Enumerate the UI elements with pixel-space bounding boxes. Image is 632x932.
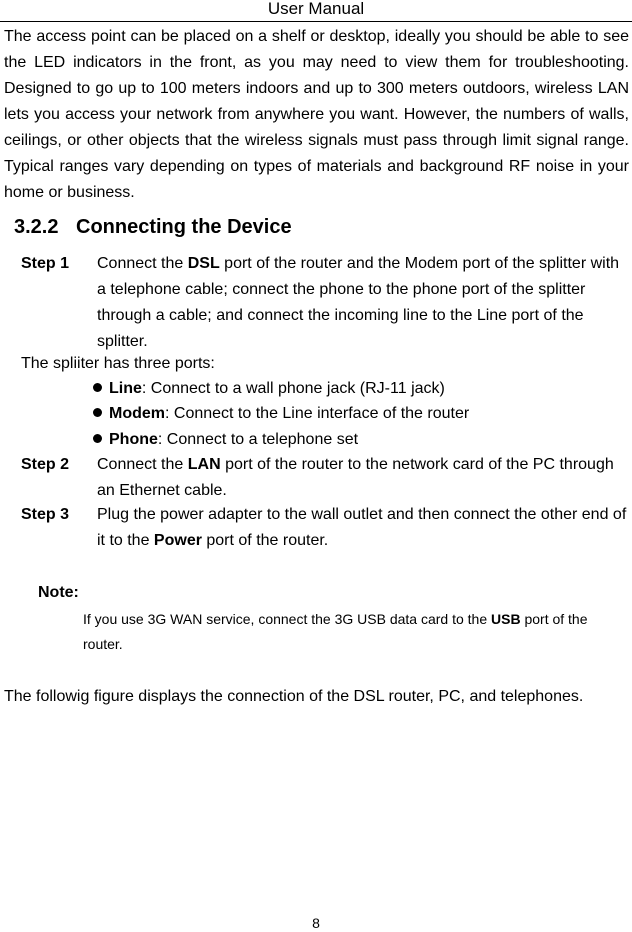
step-1-text-post: port of the router and the Modem port of the splitter with a telephone cable; connect the phone to the phone port of the splitter through a cable; and connect the incoming line to the Line port of the splitter. (97, 255, 620, 350)
port-description: : Connect to a telephone set (157, 431, 359, 448)
step-2-text (97, 452, 629, 504)
step-2-text-post: port of the router to the network card of the PC through an Ethernet cable. (97, 456, 614, 499)
section-title-text: Connecting the Device (76, 216, 292, 238)
port-phone-item (93, 427, 358, 453)
section-heading (14, 216, 292, 239)
bullet-dot-icon (93, 383, 102, 392)
section-number: 3.2.2 (14, 216, 59, 238)
step-1-text-pre: Connect the (97, 255, 188, 272)
step-3 (21, 502, 629, 554)
step-2 (21, 452, 629, 504)
step-3-keyword: Power (153, 532, 202, 549)
port-modem-item (93, 401, 469, 427)
page-number: 8 (312, 915, 320, 931)
bullet-dot-icon (93, 434, 102, 443)
step-3-text-post: port of the router. (201, 532, 329, 549)
step-1-text (97, 251, 629, 355)
step-1 (21, 251, 629, 355)
bullet-dot-icon (93, 408, 102, 417)
step-1-keyword: DSL (187, 255, 220, 272)
page-header (0, 0, 632, 22)
port-description: : Connect to the Line interface of the router (165, 405, 470, 422)
note-text-pre: If you use 3G WAN service, connect the 3G USB data card to the (83, 611, 492, 627)
port-description: : Connect to a wall phone jack (RJ-11 jack) (141, 380, 445, 397)
header-title: User Manual (267, 0, 365, 18)
port-line-item (93, 376, 445, 402)
port-name: Line (109, 380, 142, 397)
note-text (83, 607, 628, 657)
figure-intro: The followig figure displays the connection of the DSL router, PC, and telephones. (4, 688, 584, 705)
intro-paragraph: The access point can be placed on a shelf or desktop, ideally you should be able to see the LED indicators in the front, as you may need to view them for troubleshooting. Designed to go up to 100 meters indoors and up to 300 meters outdoors, wireless LAN lets you access your network from anywhere you want. However, the numbers of walls, ceilings, or other objects that the wireless signals must pass through limit signal range. Typical ranges vary depending on types of materials and background RF noise in your home or business. (4, 28, 629, 201)
port-name: Modem (109, 405, 165, 422)
step-2-label: Step 2 (21, 456, 70, 473)
step-3-text (97, 502, 629, 554)
note-text-post: port of the router. (83, 611, 588, 652)
port-name: Phone (109, 431, 158, 448)
step-3-text-pre: Plug the power adapter to the wall outlet and then connect the other end of it to the (97, 506, 627, 549)
step-2-text-pre: Connect the (97, 456, 188, 473)
step-2-keyword: LAN (187, 456, 221, 473)
step-3-label: Step 3 (21, 506, 70, 523)
note-keyword: USB (491, 611, 521, 627)
splitter-intro: The spliiter has three ports: (21, 355, 215, 372)
step-1-label: Step 1 (21, 255, 70, 272)
note-label: Note: (38, 584, 79, 601)
